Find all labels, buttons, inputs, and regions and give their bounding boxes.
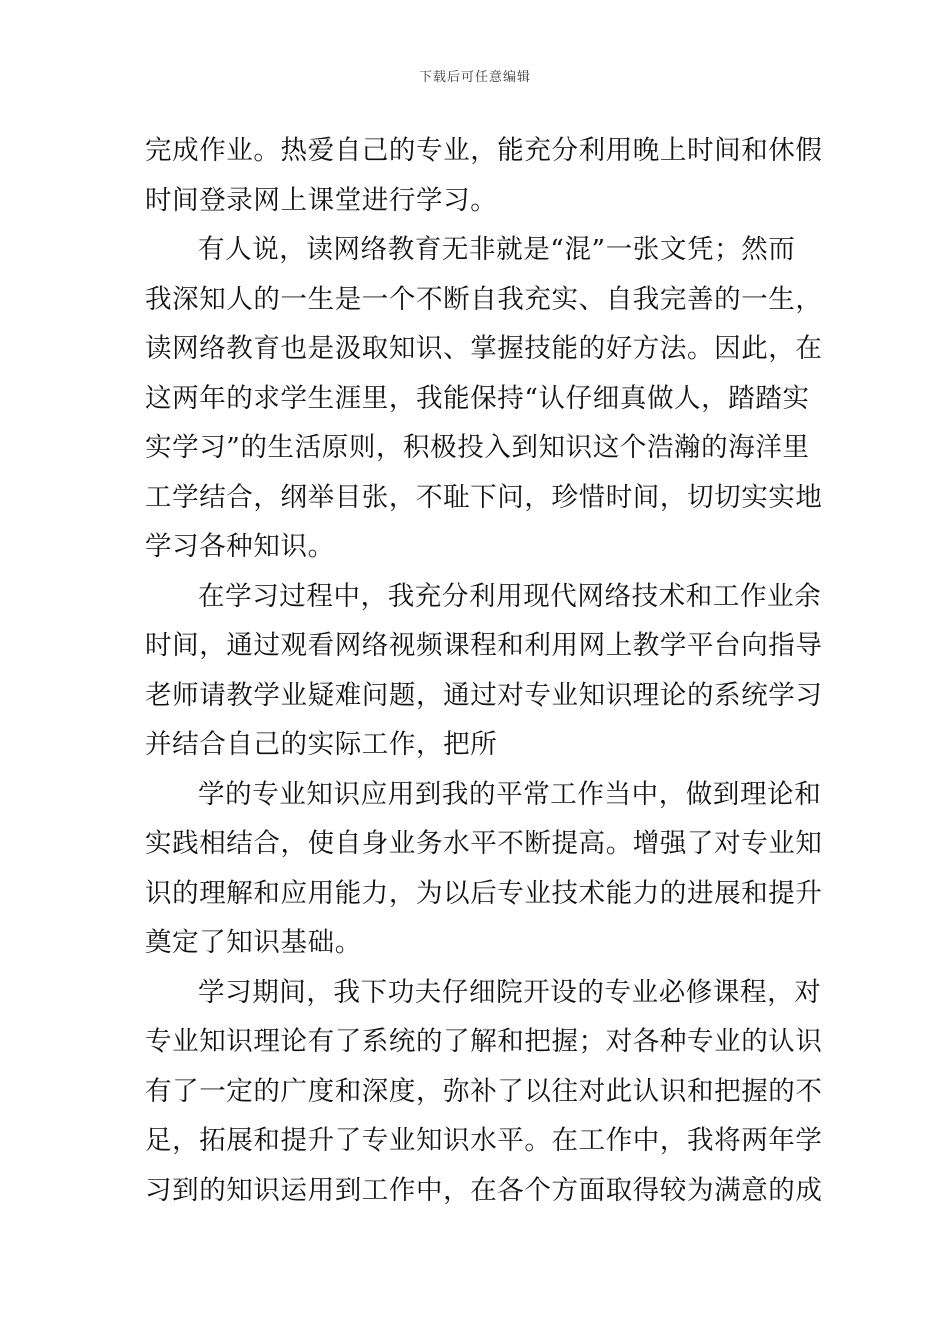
text-line: 完成作业。热爱自己的专业，能充分利用晚上时间和休假 xyxy=(145,135,823,166)
text-line: 这两年的求学生涯里，我能保持“认仔细真做人，踏踏实 xyxy=(145,382,810,414)
header-note: 下载后可任意编辑 xyxy=(418,70,531,85)
text-line: 时间，通过观看网络视频课程和利用网上教学平台向指导 xyxy=(145,630,823,661)
text-line: 实践相结合，使自身业务水平不断提高。增强了对专业知 xyxy=(145,828,823,859)
text-line: 学的专业知识应用到我的平常工作当中，做到理论和 xyxy=(198,778,822,810)
text-line: 老师请教学业疑难问题，通过对专业知识理论的系统学习 xyxy=(145,679,823,711)
text-line: 工学结合，纲举目张，不耻下问，珍惜时间，切切实实地 xyxy=(145,481,823,513)
text-line: 并结合自己的实际工作，把所 xyxy=(145,729,498,760)
text-line: 实学习”的生活原则，积极投入到知识这个浩瀚的海洋里 xyxy=(145,432,810,463)
text-line: 奠定了知识基础。 xyxy=(145,927,362,958)
text-line: 读网络教育也是汲取知识、掌握技能的好方法。因此，在 xyxy=(145,333,823,364)
text-line: 有人说，读网络教育无非就是“混”一张文凭；然而 xyxy=(198,234,796,265)
text-line: 识的理解和应用能力，为以后专业技术能力的进展和提升 xyxy=(145,877,823,909)
text-line: 在学习过程中，我充分利用现代网络技术和工作业余 xyxy=(198,580,822,612)
text-line: 有了一定的广度和深度，弥补了以往对此认识和把握的不 xyxy=(145,1075,823,1107)
document-body xyxy=(145,126,823,1215)
text-line: 习到的知识运用到工作中，在各个方面取得较为满意的成 xyxy=(145,1174,823,1206)
text-line: 学习期间，我下功夫仔细院开设的专业必修课程，对 xyxy=(198,976,822,1008)
text-line: 我深知人的一生是一个不断自我充实、自我完善的一生， xyxy=(145,283,823,315)
text-line: 足，拓展和提升了专业知识水平。在工作中，我将两年学 xyxy=(145,1125,823,1156)
text-line: 学习各种知识。 xyxy=(145,531,335,562)
text-line: 专业知识理论有了系统的了解和把握；对各种专业的认识 xyxy=(145,1026,823,1057)
text-line: 时间登录网上课堂进行学习。 xyxy=(145,184,498,216)
